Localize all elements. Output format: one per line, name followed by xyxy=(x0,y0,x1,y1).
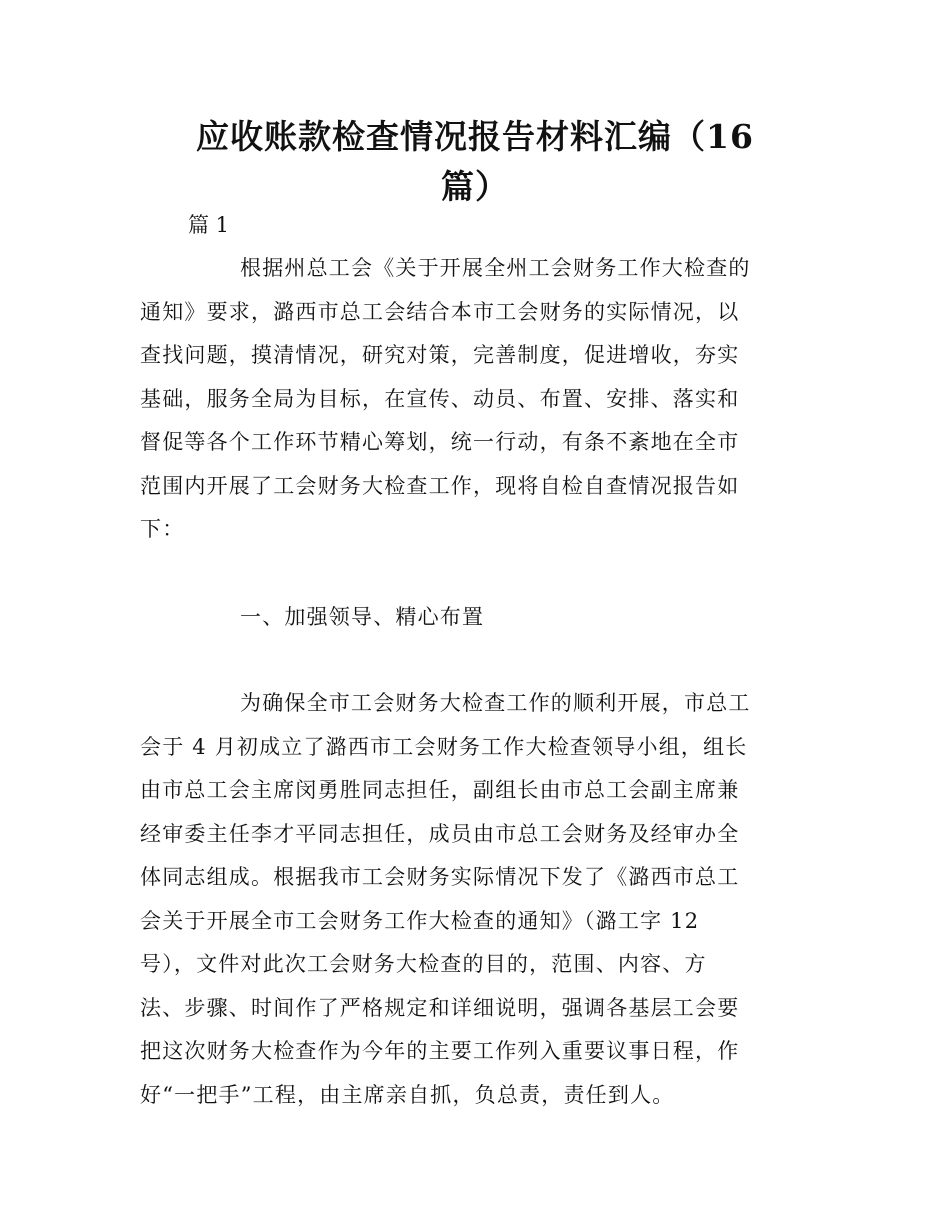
heading-text: 一、加强领导、精心布置 xyxy=(240,605,485,629)
paragraph-line: 体同志组成。根据我市工会财务实际情况下发了《潞西市总工 xyxy=(140,865,740,889)
paragraph-line: 经审委主任李才平同志担任，成员由市总工会财务及经审办全 xyxy=(140,821,740,846)
paragraph-1 xyxy=(140,247,815,552)
document-title xyxy=(140,112,810,212)
paragraph-line: 法、步骤、时间作了严格规定和详细说明，强调各基层工会要 xyxy=(140,995,740,1020)
title-line: 应收账款检查情况报告材料汇编（16 xyxy=(196,117,754,156)
paragraph-2 xyxy=(140,682,815,1117)
paragraph-line: 把这次财务大检查作为今年的主要工作列入重要议事日程，作 xyxy=(140,1039,740,1063)
paragraph-line: 为确保全市工会财务大检查工作的顺利开展，市总工 xyxy=(240,691,751,715)
paragraph-line: 基础，服务全局为目标，在宣传、动员、布置、安排、落实和 xyxy=(140,386,740,411)
paragraph-line: 下： xyxy=(140,517,185,541)
paragraph-line: 范围内开展了工会财务大检查工作，现将自检自查情况报告如 xyxy=(140,473,740,498)
paragraph-line: 查找问题，摸清情况，研究对策，完善制度，促进增收，夯实 xyxy=(140,343,740,367)
paragraph-line: 由市总工会主席闵勇胜同志担任，副组长由市总工会副主席兼 xyxy=(140,778,740,802)
paragraph-line: 会关于开展全市工会财务工作大检查的通知》（潞工字 12 xyxy=(140,908,700,933)
section-label: 篇 1 xyxy=(188,213,230,237)
paragraph-line: 根据州总工会《关于开展全州工会财务工作大检查的 xyxy=(240,256,751,280)
paragraph-line: 好“一把手”工程，由主席亲自抓，负总责，责任到人。 xyxy=(140,1082,675,1107)
paragraph-line: 会于 4 月初成立了潞西市工会财务工作大检查领导小组，组长 xyxy=(140,734,748,759)
paragraph-line: 通知》要求，潞西市总工会结合本市工会财务的实际情况，以 xyxy=(140,299,740,324)
title-line: 篇） xyxy=(441,167,509,206)
paragraph-line: 号），文件对此次工会财务大检查的目的，范围、内容、方 xyxy=(140,952,707,976)
paragraph-line: 督促等各个工作环节精心筹划，统一行动，有条不紊地在全市 xyxy=(140,430,740,454)
section-heading xyxy=(140,596,815,640)
